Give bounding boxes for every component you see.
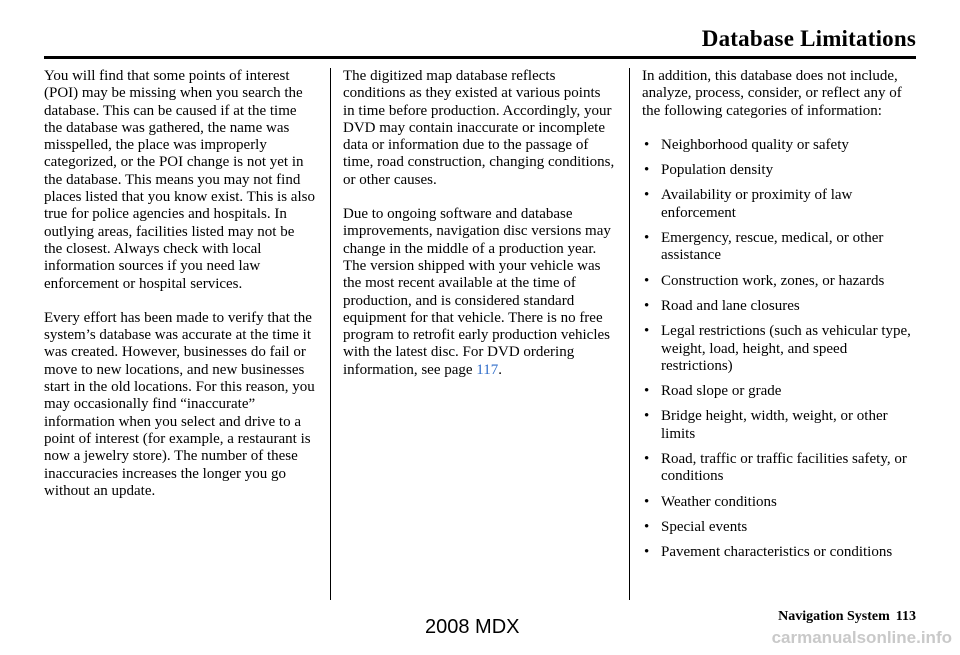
list-item: • Construction work, zones, or hazards xyxy=(642,273,920,290)
list-item: • Pavement characteristics or conditions xyxy=(642,544,920,561)
page-number: 113 xyxy=(895,609,916,624)
list-item: • Legal restrictions (such as vehicular type, weight, load, height, and speed restrictions) xyxy=(642,323,920,375)
header-rule xyxy=(44,56,916,59)
list-item: • Road, traffic or traffic facilities safety, or conditions xyxy=(642,451,920,486)
list-item: • Bridge height, width, weight, or other limits xyxy=(642,408,920,443)
list-item: • Emergency, rescue, medical, or other assistance xyxy=(642,230,920,265)
list-item: • Special events xyxy=(642,519,920,536)
paragraph-categories-intro: In addition, this database does not include, analyze, process, consider, or reflect any of the following categories of information: xyxy=(642,68,902,119)
list-item: • Neighborhood quality or safety xyxy=(642,137,920,154)
column-3 xyxy=(642,68,920,570)
column-1 xyxy=(44,68,316,517)
paragraph-software-improvements xyxy=(343,206,615,379)
paragraph-software-text: Due to ongoing software and database improvements, navigation disc versions may change in the middle of a production year. The version shipped with your vehicle was the most recent available at the time of production, and is considered standard equipment for that vehicle. There is no free program to retrofit early production vehicles with the latest disc. For DVD ordering information, see page xyxy=(343,206,611,378)
list-item: • Road and lane closures xyxy=(642,298,920,315)
paragraph-poi-missing: You will find that some points of interest (POI) may be missing when you search the database. This can be caused if at the time the database was gathered, the name was misspelled, the place was improperly categorized, or the POI change is not yet in the database. This means you may not find places listed that you know exist. This is also true for police agencies and hospitals. In outlying areas, facilities listed may not be the closest. Always check with local information sources if you need law enforcement or hospital services. xyxy=(44,68,315,292)
page-link-117[interactable]: 117 xyxy=(476,361,499,378)
paragraph-period: . xyxy=(498,361,502,378)
list-item: • Availability or proximity of law enforcement xyxy=(642,187,920,222)
list-item: • Road slope or grade xyxy=(642,383,920,400)
model-watermark: 2008 MDX xyxy=(425,616,520,638)
list-item: • Weather conditions xyxy=(642,494,920,511)
page-title: Database Limitations xyxy=(701,26,916,51)
paragraph-digitized-map: The digitized map database reflects conditions as they existed at various points in time before production. Accordingly, your DVD may contain inaccurate or incomplete data or information due to the passage of time, road construction, changing conditions, or other causes. xyxy=(343,68,615,188)
column-divider-1 xyxy=(330,68,331,600)
footer-section xyxy=(778,609,916,625)
column-2 xyxy=(343,68,615,396)
limitations-list xyxy=(642,137,920,562)
list-item: • Population density xyxy=(642,162,920,179)
paragraph-accuracy: Every effort has been made to verify that the system’s database was accurate at the time it was created. However, businesses do fail or move to new locations, and new businesses start in the old locations. For this reason, you may occasionally find “inaccurate” information when you select and drive to a point of interest (for example, a restaurant is now a jewelry store). The number of these inaccuracies increases the longer you go without an update. xyxy=(44,309,315,499)
site-watermark: carmanualsonline.info xyxy=(771,628,952,647)
footer-section-name: Navigation System xyxy=(778,609,890,624)
column-divider-2 xyxy=(629,68,630,600)
